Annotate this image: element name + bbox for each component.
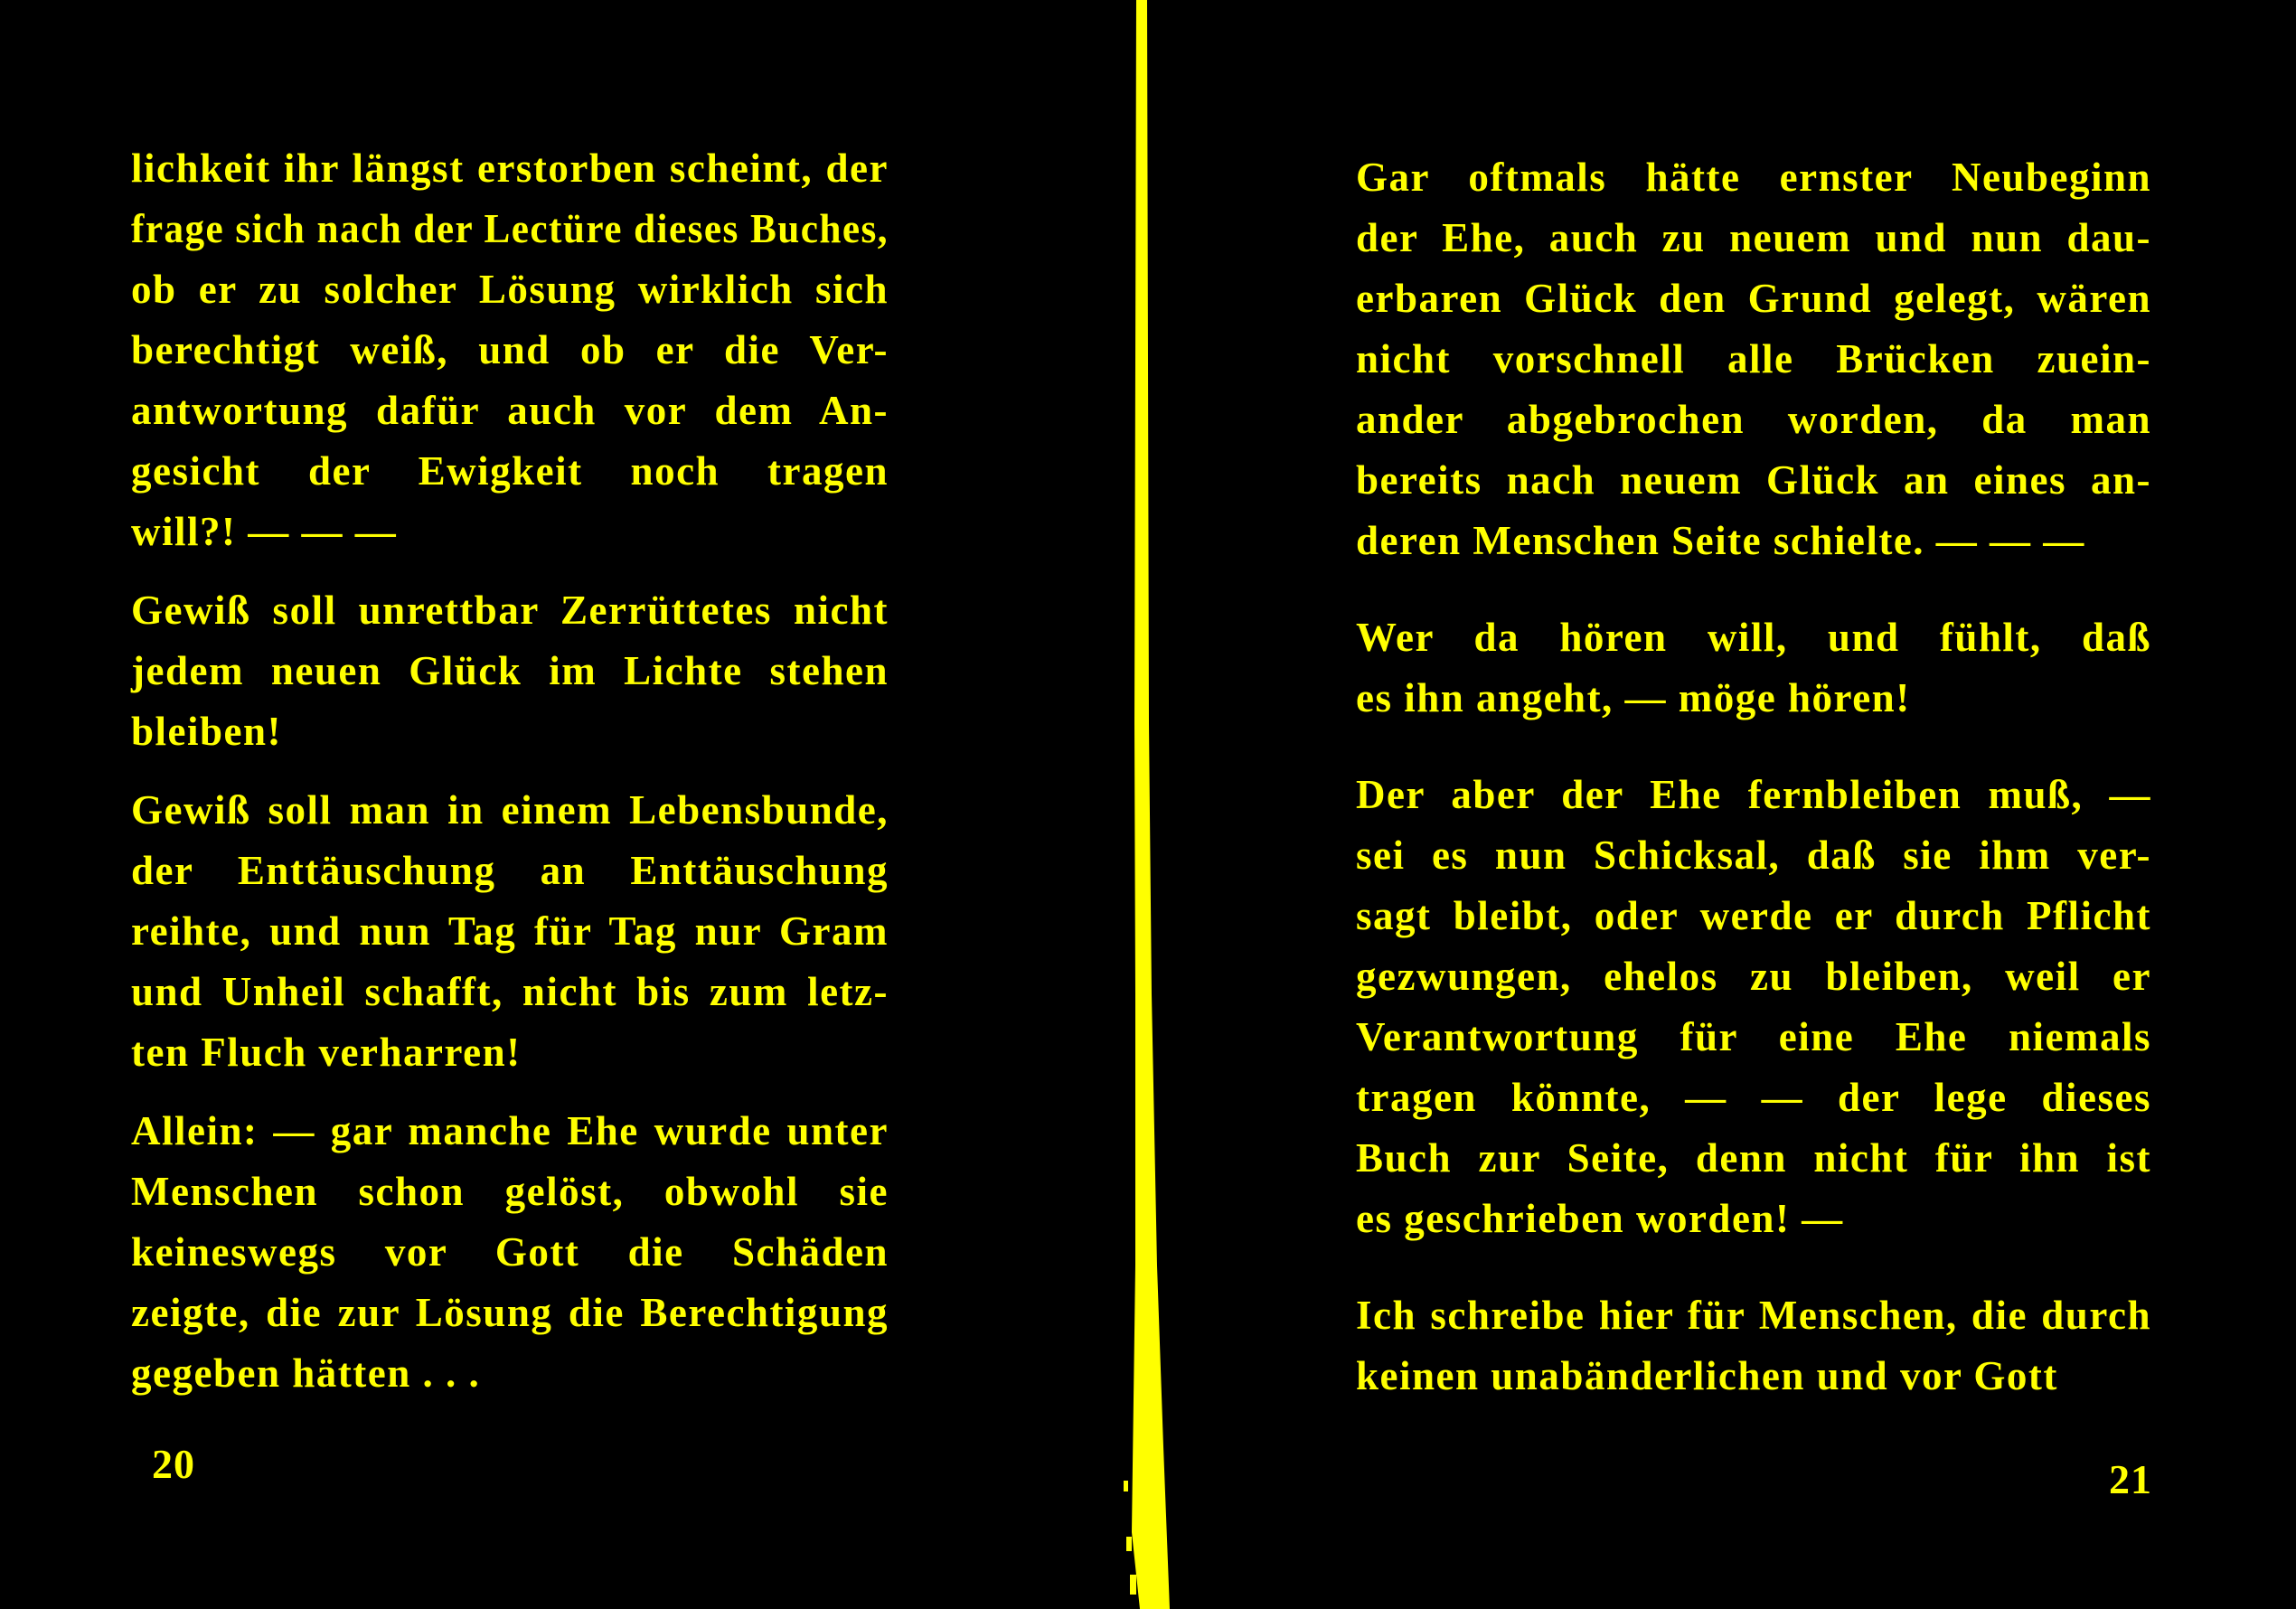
text-line: deren Menschen Seite schielte. — — — — [1356, 518, 2085, 563]
text-line: zeigte, die zur Lösung die Berechtigung — [131, 1290, 889, 1335]
text-line: Wer da hören will, und fühlt, daß — [1356, 615, 2151, 660]
text-line: Menschen schon gelöst, obwohl sie — [131, 1169, 889, 1214]
spine-speck — [1130, 1575, 1136, 1595]
text-line: bleiben! — [131, 709, 283, 754]
text-line: sagt bleibt, oder werde er durch Pflicht — [1356, 893, 2151, 938]
text-line: es ihn angeht, — möge hören! — [1356, 675, 1911, 720]
text-line: erbaren Glück den Grund gelegt, wären — [1356, 276, 2151, 321]
paragraph — [131, 780, 889, 1083]
text-line: antwortung dafür auch vor dem An- — [131, 388, 889, 433]
text-line: reihte, und nun Tag für Tag nur Gram — [131, 908, 889, 954]
text-line: nicht vorschnell alle Brücken zuein- — [1356, 336, 2151, 381]
text-line: gegeben hätten . . . — [131, 1350, 481, 1396]
text-line: ten Fluch verharren! — [131, 1030, 522, 1075]
text-line: gesicht der Ewigkeit noch tragen — [131, 448, 889, 494]
paragraph — [131, 1101, 889, 1404]
spine-speck — [1124, 1481, 1128, 1491]
paragraph — [1356, 607, 2151, 729]
text-line: Gar oftmals hätte ernster Neubeginn — [1356, 155, 2151, 200]
text-line: der Enttäuschung an Enttäuschung — [131, 848, 889, 893]
text-line: will?! — — — — [131, 509, 398, 554]
text-line: frage sich nach der Lectüre dieses Buches, — [131, 206, 889, 251]
text-line: tragen könnte, — — der lege dieses — [1356, 1075, 2151, 1120]
text-line: ob er zu solcher Lösung wirklich sich — [131, 267, 889, 312]
text-line: keinen unabänderlichen und vor Gott — [1356, 1353, 2058, 1398]
text-line: jedem neuen Glück im Lichte stehen — [131, 648, 889, 693]
text-line: der Ehe, auch zu neuem und nun dau- — [1356, 215, 2151, 260]
paragraph — [1356, 147, 2151, 571]
text-line: Buch zur Seite, denn nicht für ihn ist — [1356, 1135, 2151, 1181]
text-line: gezwungen, ehelos zu bleiben, weil er — [1356, 954, 2151, 999]
text-line: sei es nun Schicksal, daß sie ihm ver- — [1356, 833, 2151, 878]
left-page-text — [131, 138, 889, 1404]
paragraph — [131, 138, 889, 562]
text-line: Allein: — gar manche Ehe wurde unter — [131, 1108, 889, 1153]
spine-gutter-shape — [1132, 0, 1170, 1609]
text-line: Der aber der Ehe fernbleiben muß, — — [1356, 772, 2151, 817]
page-number-right: 21 — [2109, 1456, 2152, 1502]
text-line: Verantwortung für eine Ehe niemals — [1356, 1014, 2151, 1059]
text-line: keineswegs vor Gott die Schäden — [131, 1229, 889, 1275]
right-page-text — [1356, 147, 2151, 1407]
text-line: es geschrieben worden! — — [1356, 1196, 1844, 1241]
paragraph — [1356, 765, 2151, 1249]
text-line: ander abgebrochen worden, da man — [1356, 397, 2151, 442]
text-line: und Unheil schafft, nicht bis zum letz- — [131, 969, 889, 1014]
spine-speck — [1126, 1537, 1132, 1551]
paragraph — [1356, 1285, 2151, 1407]
text-line: bereits nach neuem Glück an eines an- — [1356, 457, 2151, 503]
text-line: Gewiß soll unrettbar Zerrüttetes nicht — [131, 588, 889, 633]
text-line: Gewiß soll man in einem Lebensbunde, — [131, 787, 889, 833]
text-line: berechtigt weiß, und ob er die Ver- — [131, 327, 889, 372]
page-number-left: 20 — [152, 1441, 195, 1487]
text-line: lichkeit ihr längst erstorben scheint, der — [131, 146, 889, 191]
text-line: Ich schreibe hier für Menschen, die durch — [1356, 1293, 2151, 1338]
paragraph — [131, 580, 889, 762]
